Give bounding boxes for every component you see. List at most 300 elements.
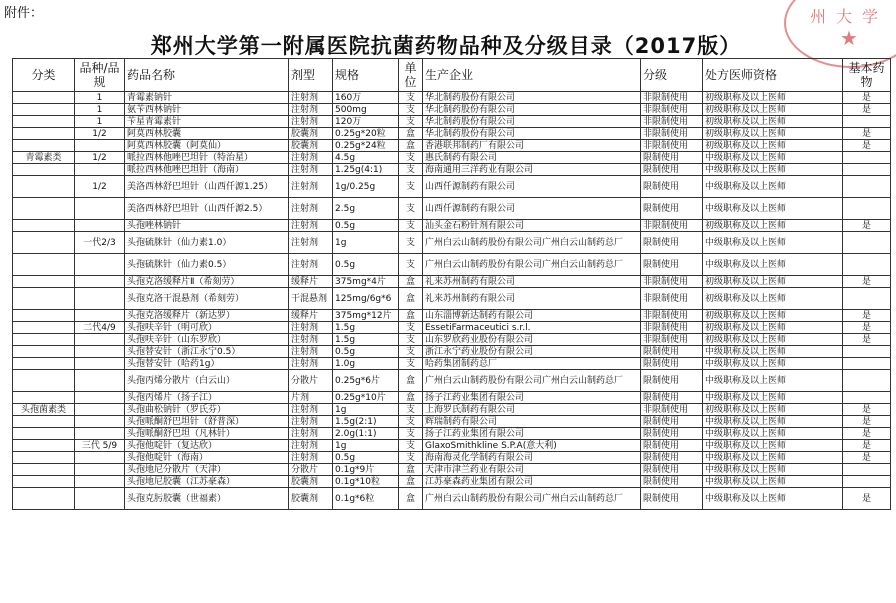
cell-unit: 盒: [399, 476, 423, 488]
cell-basic: 是: [843, 128, 891, 140]
cell-doc: 初级职称及以上医师: [703, 92, 843, 104]
cell-unit: 盒: [399, 488, 423, 510]
cell-spec: 0.5g: [333, 452, 399, 464]
cell-spec: 160万: [333, 92, 399, 104]
cell-basic: [843, 198, 891, 220]
cell-spec: 0.1g*9片: [333, 464, 399, 476]
cell-unit: 支: [399, 416, 423, 428]
table-row: [13, 152, 891, 164]
cell-mfr: 天津市津兰药业有限公司: [423, 464, 641, 476]
cell-cat: [13, 140, 75, 152]
cell-unit: 支: [399, 220, 423, 232]
table-row: [13, 128, 891, 140]
header-cell: 品种/品规: [75, 59, 125, 92]
cell-basic: 是: [843, 104, 891, 116]
cell-mfr: 山东淄博新达制药有限公司: [423, 310, 641, 322]
cell-grp: [75, 358, 125, 370]
table-row: [13, 452, 891, 464]
cell-form: 胶囊剂: [289, 488, 333, 510]
cell-name: 头孢丙烯片（扬子江）: [125, 392, 289, 404]
cell-grp: [75, 220, 125, 232]
cell-unit: 支: [399, 198, 423, 220]
cell-unit: 支: [399, 92, 423, 104]
cell-grp: [75, 370, 125, 392]
cell-cat: [13, 128, 75, 140]
cell-name: 苄星青霉素针: [125, 116, 289, 128]
cell-basic: 是: [843, 488, 891, 510]
cell-basic: [843, 346, 891, 358]
cell-grp: 1/2: [75, 176, 125, 198]
cell-cat: [13, 176, 75, 198]
cell-level: 非限制使用: [641, 334, 703, 346]
cell-spec: 0.25g*6片: [333, 370, 399, 392]
cell-form: 注射剂: [289, 176, 333, 198]
cell-cat: [13, 358, 75, 370]
cell-level: 限制使用: [641, 152, 703, 164]
cell-mfr: 广州白云山制药股份有限公司广州白云山制药总厂: [423, 254, 641, 276]
cell-spec: 0.5g: [333, 254, 399, 276]
cell-name: 头孢他啶针（复达欣）: [125, 440, 289, 452]
cell-doc: 中级职称及以上医师: [703, 416, 843, 428]
cell-cat: [13, 452, 75, 464]
cell-name: 头孢他啶针（海南）: [125, 452, 289, 464]
cell-grp: [75, 288, 125, 310]
cell-spec: 1.5g(2:1): [333, 416, 399, 428]
cell-grp: [75, 276, 125, 288]
cell-grp: [75, 416, 125, 428]
cell-level: 限制使用: [641, 452, 703, 464]
cell-grp: 1: [75, 116, 125, 128]
cell-cat: [13, 416, 75, 428]
cell-name: 头孢硫脒针（仙力素1.0）: [125, 232, 289, 254]
cell-spec: 1g: [333, 404, 399, 416]
cell-level: 限制使用: [641, 370, 703, 392]
cell-grp: 一代2/3: [75, 232, 125, 254]
cell-grp: [75, 164, 125, 176]
cell-spec: 0.5g: [333, 220, 399, 232]
cell-mfr: 华北制药股份有限公司: [423, 116, 641, 128]
cell-basic: [843, 152, 891, 164]
cell-unit: 支: [399, 116, 423, 128]
cell-name: 美洛西林舒巴坦针（山西仟源2.5）: [125, 198, 289, 220]
cell-basic: 是: [843, 310, 891, 322]
cell-doc: 初级职称及以上医师: [703, 404, 843, 416]
seal-star-icon: ★: [840, 26, 858, 50]
cell-form: 缓释片: [289, 276, 333, 288]
header-cell: 规格: [333, 59, 399, 92]
cell-spec: 1.5g: [333, 322, 399, 334]
cell-cat: [13, 488, 75, 510]
cell-grp: 1/2: [75, 128, 125, 140]
cell-cat: [13, 164, 75, 176]
table-row: [13, 428, 891, 440]
cell-unit: 盒: [399, 140, 423, 152]
cell-cat: [13, 370, 75, 392]
cell-mfr: 扬子江药业集团有限公司: [423, 392, 641, 404]
cell-grp: [75, 346, 125, 358]
cell-doc: 中级职称及以上医师: [703, 232, 843, 254]
cell-grp: [75, 452, 125, 464]
cell-basic: 是: [843, 452, 891, 464]
cell-mfr: 香港联邦制药厂有限公司: [423, 140, 641, 152]
cell-level: 非限制使用: [641, 104, 703, 116]
cell-form: 注射剂: [289, 404, 333, 416]
cell-name: 头孢呋辛针（山东罗欣）: [125, 334, 289, 346]
cell-level: 限制使用: [641, 254, 703, 276]
cell-spec: 0.1g*6粒: [333, 488, 399, 510]
cell-form: 注射剂: [289, 104, 333, 116]
antibiotic-catalog-table: [12, 58, 891, 510]
cell-doc: 初级职称及以上医师: [703, 334, 843, 346]
cell-basic: [843, 254, 891, 276]
cell-level: 限制使用: [641, 164, 703, 176]
cell-basic: [843, 176, 891, 198]
cell-cat: [13, 310, 75, 322]
cell-doc: 中级职称及以上医师: [703, 370, 843, 392]
cell-grp: [75, 254, 125, 276]
cell-level: 限制使用: [641, 464, 703, 476]
cell-cat: [13, 232, 75, 254]
cell-grp: 1: [75, 92, 125, 104]
cell-name: 头孢替安针（哈药1g）: [125, 358, 289, 370]
table-row: [13, 276, 891, 288]
cell-doc: 中级职称及以上医师: [703, 452, 843, 464]
cell-cat: [13, 104, 75, 116]
cell-basic: [843, 464, 891, 476]
cell-level: 限制使用: [641, 488, 703, 510]
cell-name: 头孢丙烯分散片（白云山）: [125, 370, 289, 392]
cell-mfr: 山东罗欣药业股份有限公司: [423, 334, 641, 346]
cell-mfr: 哈药集团制药总厂: [423, 358, 641, 370]
cell-grp: 三代 5/9: [75, 440, 125, 452]
cell-cat: [13, 198, 75, 220]
cell-mfr: EssetiFarmaceutici s.r.l.: [423, 322, 641, 334]
cell-level: 非限制使用: [641, 310, 703, 322]
cell-form: 缓释片: [289, 310, 333, 322]
cell-form: 注射剂: [289, 358, 333, 370]
cell-basic: [843, 232, 891, 254]
cell-mfr: 广州白云山制药股份有限公司广州白云山制药总厂: [423, 488, 641, 510]
cell-name: 氨苄西林钠针: [125, 104, 289, 116]
cell-cat: [13, 276, 75, 288]
cell-grp: [75, 334, 125, 346]
cell-level: 非限制使用: [641, 220, 703, 232]
cell-cat: [13, 346, 75, 358]
cell-name: 头孢地尼胶囊（江苏豪森）: [125, 476, 289, 488]
cell-spec: 1.5g: [333, 334, 399, 346]
cell-doc: 中级职称及以上医师: [703, 488, 843, 510]
cell-spec: 0.5g: [333, 346, 399, 358]
cell-spec: 4.5g: [333, 152, 399, 164]
cell-form: 注射剂: [289, 152, 333, 164]
cell-form: 注射剂: [289, 198, 333, 220]
cell-unit: 支: [399, 452, 423, 464]
cell-unit: 支: [399, 334, 423, 346]
cell-cat: [13, 476, 75, 488]
cell-grp: [75, 476, 125, 488]
cell-unit: 支: [399, 254, 423, 276]
cell-unit: 盒: [399, 288, 423, 310]
cell-cat: [13, 440, 75, 452]
cell-grp: [75, 310, 125, 322]
table-row: [13, 116, 891, 128]
cell-mfr: 扬子江药业集团有限公司: [423, 428, 641, 440]
cell-form: 注射剂: [289, 416, 333, 428]
header-cell: 生产企业: [423, 59, 641, 92]
cell-doc: 初级职称及以上医师: [703, 288, 843, 310]
cell-name: 头孢哌酮舒巴坦针（舒普深）: [125, 416, 289, 428]
cell-basic: 是: [843, 276, 891, 288]
table-row: [13, 140, 891, 152]
header-cell: 分类: [13, 59, 75, 92]
cell-doc: 初级职称及以上医师: [703, 116, 843, 128]
table-row: [13, 164, 891, 176]
cell-unit: 支: [399, 358, 423, 370]
cell-unit: 支: [399, 440, 423, 452]
cell-spec: 0.25g*20粒: [333, 128, 399, 140]
cell-spec: 375mg*4片: [333, 276, 399, 288]
cell-form: 注射剂: [289, 92, 333, 104]
cell-basic: 是: [843, 404, 891, 416]
table-row: [13, 404, 891, 416]
cell-spec: 375mg*12片: [333, 310, 399, 322]
cell-basic: [843, 476, 891, 488]
cell-mfr: 江苏豪森药业集团有限公司: [423, 476, 641, 488]
cell-doc: 中级职称及以上医师: [703, 152, 843, 164]
cell-basic: 是: [843, 140, 891, 152]
cell-unit: 盒: [399, 276, 423, 288]
cell-mfr: 海南通用三洋药业有限公司: [423, 164, 641, 176]
table-row: [13, 254, 891, 276]
cell-cat: [13, 254, 75, 276]
cell-form: 注射剂: [289, 322, 333, 334]
table-row: [13, 476, 891, 488]
cell-name: 头孢克洛干混悬剂（希刻劳）: [125, 288, 289, 310]
header-cell: 基本药物: [843, 59, 891, 92]
cell-level: 非限制使用: [641, 140, 703, 152]
cell-spec: 120万: [333, 116, 399, 128]
cell-grp: 1: [75, 104, 125, 116]
cell-unit: 支: [399, 104, 423, 116]
table-row: [13, 220, 891, 232]
cell-mfr: 山西仟源制药有限公司: [423, 198, 641, 220]
cell-doc: 中级职称及以上医师: [703, 358, 843, 370]
cell-level: 限制使用: [641, 346, 703, 358]
cell-doc: 中级职称及以上医师: [703, 476, 843, 488]
cell-grp: [75, 198, 125, 220]
cell-unit: 支: [399, 404, 423, 416]
cell-mfr: 山西仟源制药有限公司: [423, 176, 641, 198]
header-cell: 处方医师资格: [703, 59, 843, 92]
cell-spec: 0.25g*24粒: [333, 140, 399, 152]
cell-mfr: 广州白云山制药股份有限公司广州白云山制药总厂: [423, 232, 641, 254]
cell-form: 注射剂: [289, 334, 333, 346]
cell-doc: 中级职称及以上医师: [703, 440, 843, 452]
cell-form: 注射剂: [289, 346, 333, 358]
cell-basic: [843, 288, 891, 310]
cell-level: 非限制使用: [641, 288, 703, 310]
cell-name: 头孢替安针（浙江永宁0.5）: [125, 346, 289, 358]
cell-cat: [13, 392, 75, 404]
cell-mfr: 上海罗氏制药有限公司: [423, 404, 641, 416]
cell-doc: 初级职称及以上医师: [703, 104, 843, 116]
cell-basic: [843, 370, 891, 392]
cell-basic: 是: [843, 416, 891, 428]
cell-cat: [13, 334, 75, 346]
seal-text: 州大学: [810, 7, 889, 26]
cell-form: 注射剂: [289, 220, 333, 232]
cell-unit: 盒: [399, 128, 423, 140]
cell-mfr: 礼来苏州制药有限公司: [423, 276, 641, 288]
cell-name: 头孢呋辛针（明可欣）: [125, 322, 289, 334]
cell-doc: 中级职称及以上医师: [703, 176, 843, 198]
table-row: [13, 176, 891, 198]
cell-doc: 中级职称及以上医师: [703, 346, 843, 358]
cell-form: 注射剂: [289, 452, 333, 464]
cell-cat: 头孢菌素类: [13, 404, 75, 416]
cell-spec: 1g: [333, 232, 399, 254]
header-cell: 单位: [399, 59, 423, 92]
cell-level: 非限制使用: [641, 276, 703, 288]
cell-doc: 初级职称及以上医师: [703, 220, 843, 232]
table-row: [13, 488, 891, 510]
table-row: [13, 358, 891, 370]
cell-level: 非限制使用: [641, 322, 703, 334]
cell-spec: 1g: [333, 440, 399, 452]
cell-form: 注射剂: [289, 116, 333, 128]
cell-spec: 1g/0.25g: [333, 176, 399, 198]
cell-name: 阿莫西林胶囊（阿莫仙）: [125, 140, 289, 152]
cell-basic: 是: [843, 334, 891, 346]
cell-cat: [13, 288, 75, 310]
cell-unit: 支: [399, 152, 423, 164]
cell-cat: [13, 464, 75, 476]
cell-level: 限制使用: [641, 440, 703, 452]
cell-level: 非限制使用: [641, 404, 703, 416]
cell-doc: 初级职称及以上医师: [703, 310, 843, 322]
cell-doc: 中级职称及以上医师: [703, 198, 843, 220]
cell-spec: 1.25g(4:1): [333, 164, 399, 176]
cell-spec: 0.1g*10粒: [333, 476, 399, 488]
cell-mfr: 广州白云山制药股份有限公司广州白云山制药总厂: [423, 370, 641, 392]
cell-name: 头孢哌酮舒巴坦（凡林针）: [125, 428, 289, 440]
cell-grp: 二代4/9: [75, 322, 125, 334]
cell-doc: 初级职称及以上医师: [703, 140, 843, 152]
table-row: [13, 322, 891, 334]
cell-name: 头孢唑林钠针: [125, 220, 289, 232]
cell-level: 限制使用: [641, 476, 703, 488]
cell-mfr: GlaxoSmithkline S.P.A(意大利): [423, 440, 641, 452]
cell-spec: 0.25g*10片: [333, 392, 399, 404]
cell-level: 限制使用: [641, 198, 703, 220]
cell-mfr: 礼来苏州制药有限公司: [423, 288, 641, 310]
cell-doc: 中级职称及以上医师: [703, 392, 843, 404]
cell-cat: [13, 116, 75, 128]
cell-doc: 初级职称及以上医师: [703, 322, 843, 334]
cell-mfr: 华北制药股份有限公司: [423, 128, 641, 140]
cell-form: 注射剂: [289, 254, 333, 276]
cell-level: 限制使用: [641, 176, 703, 198]
cell-doc: 中级职称及以上医师: [703, 254, 843, 276]
page-title: 郑州大学第一附属医院抗菌药物品种及分级目录（2017版）: [150, 34, 742, 58]
cell-grp: [75, 428, 125, 440]
cell-basic: [843, 116, 891, 128]
cell-name: 头孢克洛缓释片（新达罗）: [125, 310, 289, 322]
cell-cat: [13, 92, 75, 104]
cell-form: 片剂: [289, 392, 333, 404]
cell-unit: 支: [399, 428, 423, 440]
cell-form: 干混悬剂: [289, 288, 333, 310]
cell-doc: 初级职称及以上医师: [703, 276, 843, 288]
cell-name: 美洛西林舒巴坦针（山西仟源1.25）: [125, 176, 289, 198]
cell-cat: 青霉素类: [13, 152, 75, 164]
cell-form: 注射剂: [289, 232, 333, 254]
attachment-label: 附件：: [4, 6, 44, 21]
header-cell: 剂型: [289, 59, 333, 92]
cell-basic: 是: [843, 428, 891, 440]
table-row: [13, 346, 891, 358]
cell-spec: 2.5g: [333, 198, 399, 220]
cell-level: 限制使用: [641, 416, 703, 428]
cell-grp: [75, 392, 125, 404]
cell-level: 限制使用: [641, 232, 703, 254]
cell-level: 限制使用: [641, 358, 703, 370]
cell-doc: 中级职称及以上医师: [703, 428, 843, 440]
cell-unit: 支: [399, 164, 423, 176]
cell-grp: 1/2: [75, 152, 125, 164]
cell-mfr: 海南海灵化学制药有限公司: [423, 452, 641, 464]
cell-basic: [843, 358, 891, 370]
table-row: [13, 310, 891, 322]
cell-unit: 盒: [399, 310, 423, 322]
cell-spec: 125mg/6g*6: [333, 288, 399, 310]
cell-unit: 支: [399, 346, 423, 358]
cell-basic: [843, 392, 891, 404]
cell-name: 头孢克洛缓释片Ⅱ（希刻劳）: [125, 276, 289, 288]
cell-form: 注射剂: [289, 440, 333, 452]
cell-form: 胶囊剂: [289, 476, 333, 488]
cell-doc: 初级职称及以上医师: [703, 128, 843, 140]
cell-doc: 中级职称及以上医师: [703, 164, 843, 176]
cell-cat: [13, 322, 75, 334]
cell-basic: 是: [843, 92, 891, 104]
cell-unit: 盒: [399, 464, 423, 476]
cell-name: 青霉素钠针: [125, 92, 289, 104]
cell-form: 注射剂: [289, 164, 333, 176]
cell-spec: 500mg: [333, 104, 399, 116]
cell-cat: [13, 428, 75, 440]
cell-name: 头孢地尼分散片（天津）: [125, 464, 289, 476]
cell-mfr: 华北制药股份有限公司: [423, 104, 641, 116]
cell-spec: 1.0g: [333, 358, 399, 370]
cell-level: 限制使用: [641, 428, 703, 440]
cell-basic: 是: [843, 440, 891, 452]
cell-mfr: 汕头金石粉针剂有限公司: [423, 220, 641, 232]
table-header-row: [13, 59, 891, 92]
table-row: [13, 416, 891, 428]
cell-form: 注射剂: [289, 428, 333, 440]
cell-unit: 支: [399, 176, 423, 198]
cell-unit: 支: [399, 232, 423, 254]
cell-basic: [843, 164, 891, 176]
cell-spec: 2.0g(1:1): [333, 428, 399, 440]
cell-level: 限制使用: [641, 392, 703, 404]
cell-grp: [75, 488, 125, 510]
cell-form: 分散片: [289, 370, 333, 392]
cell-level: 非限制使用: [641, 128, 703, 140]
cell-unit: 支: [399, 322, 423, 334]
cell-mfr: 辉瑞制药有限公司: [423, 416, 641, 428]
